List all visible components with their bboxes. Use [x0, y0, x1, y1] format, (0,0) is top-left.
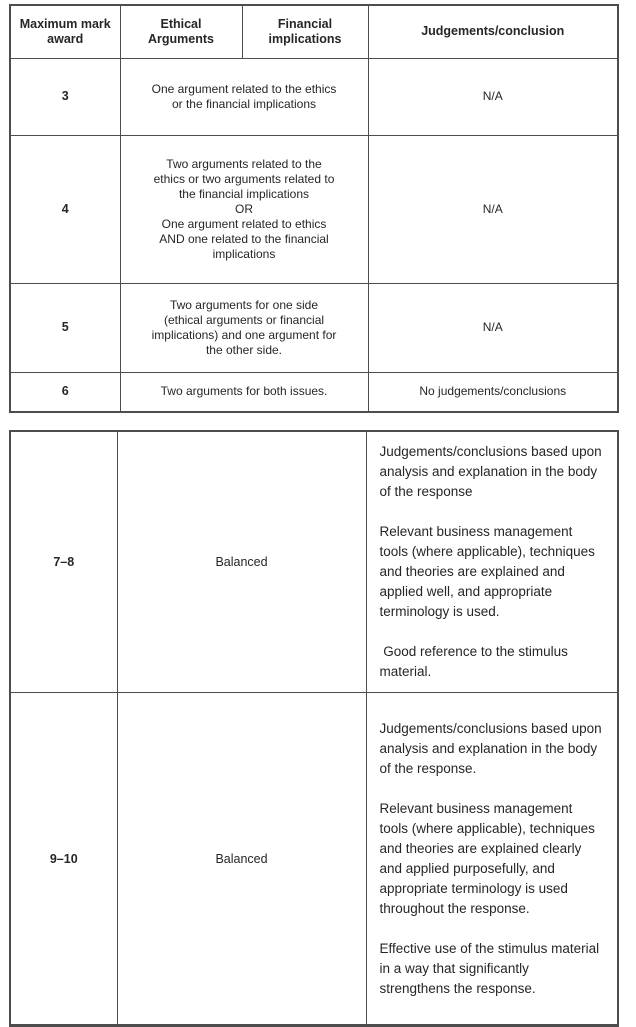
- mark-cell: 5: [10, 283, 120, 372]
- criteria-paragraph: Good reference to the stimulus material.: [379, 644, 572, 679]
- criteria-paragraph: Effective use of the stimulus material in a way that significantly strengthens the response.: [379, 940, 603, 996]
- arguments-cell: [120, 58, 368, 135]
- header-maximum-mark-award: Maximum mark award: [10, 5, 120, 58]
- argument-text: Two arguments for one side (ethical arguments or financial implications) and one argument for the other side.: [151, 297, 337, 357]
- criteria-paragraph: Relevant business management tools (where applicable), techniques and theories are explained clearly and applied purposefully, and appropriate terminology is used throughout the response.: [379, 800, 599, 916]
- mark-scheme-table-low-bands: [9, 4, 619, 413]
- argument-text: One argument related to ethics AND one related to the financial implications: [159, 216, 329, 261]
- mark-cell: 3: [10, 58, 120, 135]
- criteria-cell: [366, 431, 618, 693]
- table-row-mark-4: [10, 135, 618, 283]
- argument-text: Two arguments for both issues.: [160, 384, 328, 399]
- criteria-paragraph: Relevant business management tools (where applicable), techniques and theories are explained and applied well, and appropriate terminology is used.: [379, 524, 599, 619]
- header-financial-implications: Financial implications: [242, 5, 368, 58]
- judgement-cell: N/A: [368, 58, 618, 135]
- argument-text: Two arguments related to the ethics or two arguments related to the financial implications: [153, 156, 335, 201]
- judgement-cell: No judgements/conclusions: [368, 372, 618, 412]
- mark-scheme-table-high-bands: [9, 430, 619, 1027]
- table-row-mark-7-8: [10, 431, 618, 693]
- mark-range-cell: 9–10: [10, 693, 117, 1026]
- table-row-mark-6: [10, 372, 618, 412]
- balance-cell: Balanced: [117, 431, 366, 693]
- criteria-cell: [366, 693, 618, 1026]
- mark-cell: 6: [10, 372, 120, 412]
- mark-cell: 4: [10, 135, 120, 283]
- arguments-cell: [120, 372, 368, 412]
- judgement-cell: N/A: [368, 283, 618, 372]
- arguments-cell: [120, 135, 368, 283]
- header-judgements-conclusion: Judgements/conclusion: [368, 5, 618, 58]
- balance-cell: Balanced: [117, 693, 366, 1026]
- header-ethical-arguments: Ethical Arguments: [120, 5, 242, 58]
- criteria-paragraph: Judgements/conclusions based upon analysis and explanation in the body of the response: [379, 444, 606, 499]
- table-row-mark-9-10: [10, 693, 618, 1026]
- criteria-paragraph: Judgements/conclusions based upon analysis and explanation in the body of the response.: [379, 720, 606, 776]
- judgement-cell: N/A: [368, 135, 618, 283]
- table-row-mark-3: [10, 58, 618, 135]
- mark-range-cell: 7–8: [10, 431, 117, 693]
- argument-text: One argument related to the ethics or the financial implications: [151, 81, 337, 111]
- table-row-mark-5: [10, 283, 618, 372]
- table-header-row: [10, 5, 618, 58]
- argument-or-separator: OR: [235, 201, 253, 216]
- arguments-cell: [120, 283, 368, 372]
